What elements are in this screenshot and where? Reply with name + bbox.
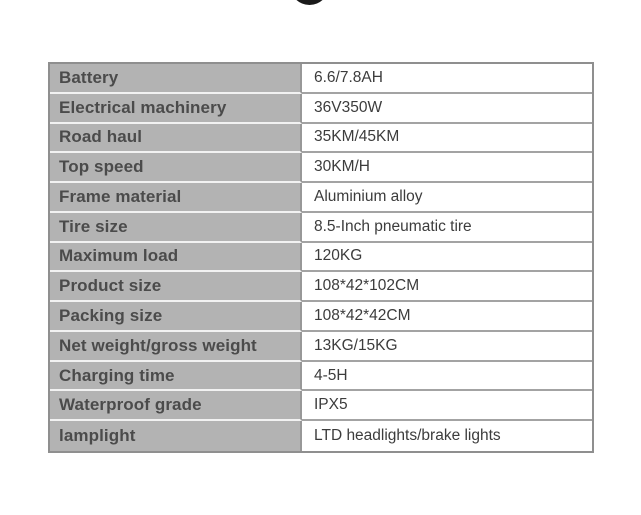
- spec-label: Packing size: [50, 302, 302, 332]
- spec-label: Waterproof grade: [50, 391, 302, 421]
- spec-value: LTD headlights/brake lights: [302, 421, 592, 451]
- spec-label: Net weight/gross weight: [50, 332, 302, 362]
- spec-value: 8.5-Inch pneumatic tire: [302, 213, 592, 243]
- spec-value: 4-5H: [302, 362, 592, 392]
- spec-value: 108*42*42CM: [302, 302, 592, 332]
- spec-value: 36V350W: [302, 94, 592, 124]
- spec-value: Aluminium alloy: [302, 183, 592, 213]
- spec-value: 13KG/15KG: [302, 332, 592, 362]
- spec-label: Electrical machinery: [50, 94, 302, 124]
- spec-label: Maximum load: [50, 243, 302, 273]
- spec-label: Battery: [50, 64, 302, 94]
- circle-logo-icon: [290, 0, 329, 5]
- spec-label: Tire size: [50, 213, 302, 243]
- spec-label: Product size: [50, 272, 302, 302]
- spec-label: Frame material: [50, 183, 302, 213]
- spec-value: 35KM/45KM: [302, 124, 592, 154]
- spec-value: 108*42*102CM: [302, 272, 592, 302]
- spec-label: lamplight: [50, 421, 302, 451]
- spec-value: IPX5: [302, 391, 592, 421]
- spec-value: 30KM/H: [302, 153, 592, 183]
- spec-value: 6.6/7.8AH: [302, 64, 592, 94]
- spec-value: 120KG: [302, 243, 592, 273]
- spec-label: Charging time: [50, 362, 302, 392]
- spec-table: [48, 62, 594, 453]
- spec-label: Top speed: [50, 153, 302, 183]
- spec-label: Road haul: [50, 124, 302, 154]
